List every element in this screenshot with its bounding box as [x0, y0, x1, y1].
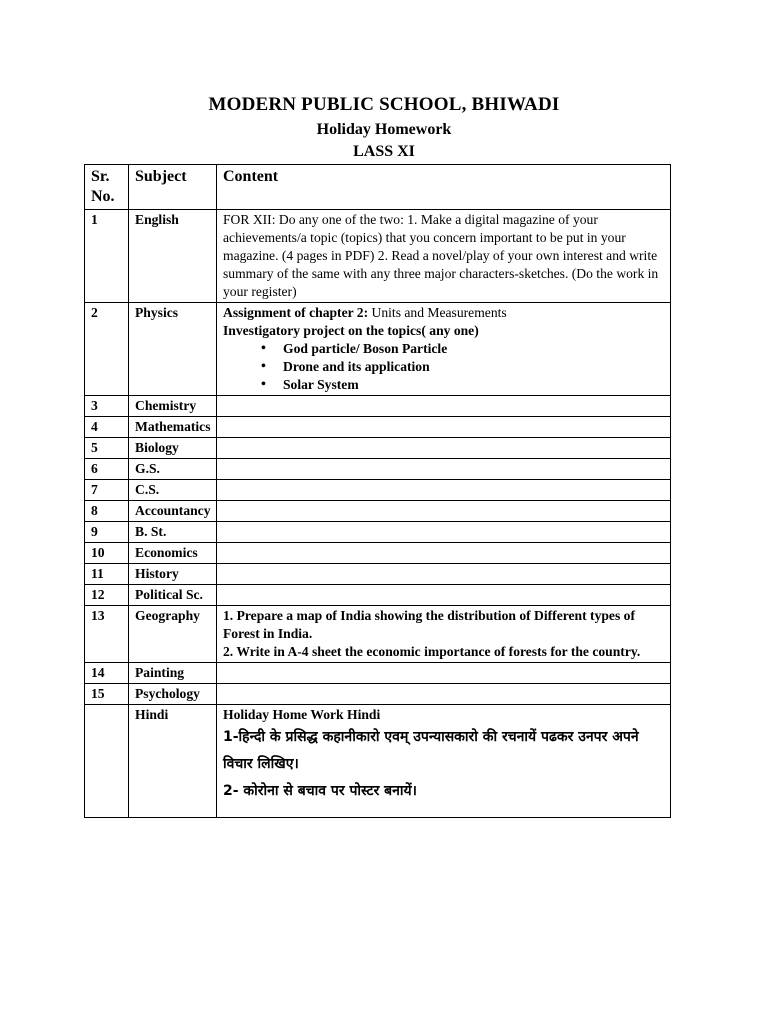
sr-no-cell: 14 [85, 663, 129, 684]
sr-no-cell: 2 [85, 303, 129, 396]
subject-cell: Biology [129, 438, 217, 459]
geography-item-1: 1. Prepare a map of India showing the distribution of Different types of Forest in India. [223, 608, 635, 641]
subject-cell: Painting [129, 663, 217, 684]
sr-no-cell: 11 [85, 564, 129, 585]
header-sr-no: Sr. No. [85, 165, 129, 210]
sr-no-cell: 3 [85, 396, 129, 417]
content-cell [217, 417, 671, 438]
header-content: Content [217, 165, 671, 210]
assignment-line [223, 304, 664, 322]
subject-cell: Hindi [129, 705, 217, 818]
sr-no-cell: 1 [85, 210, 129, 303]
geography-item-2: 2. Write in A-4 sheet the economic importance of forests for the country. [223, 644, 641, 659]
subject-cell: Geography [129, 606, 217, 663]
sr-no-cell: 6 [85, 459, 129, 480]
table-row [85, 522, 671, 543]
content-cell [217, 501, 671, 522]
subject-cell: Accountancy [129, 501, 217, 522]
assignment-label: Assignment of chapter 2: [223, 305, 369, 320]
subject-cell: Political Sc. [129, 585, 217, 606]
content-cell [217, 543, 671, 564]
table-row [85, 543, 671, 564]
table-header-row [85, 165, 671, 210]
sr-no-cell: 5 [85, 438, 129, 459]
hindi-instructions [223, 724, 664, 816]
sr-no-cell: 10 [85, 543, 129, 564]
sr-no-cell: 4 [85, 417, 129, 438]
project-label: Investigatory project on the topics( any one) [223, 323, 479, 338]
content-cell [217, 606, 671, 663]
table-row [85, 585, 671, 606]
table-row [85, 684, 671, 705]
table-row [85, 480, 671, 501]
table-row [85, 438, 671, 459]
content-cell [217, 522, 671, 543]
subject-cell: Psychology [129, 684, 217, 705]
table-row [85, 303, 671, 396]
content-cell [217, 480, 671, 501]
content-cell: FOR XII: Do any one of the two: 1. Make a digital magazine of your achievements/a topic (topics) that you concern important to be put in your magazine. (4 pages in PDF) 2. Read a novel/play of your own interest and write summary of the same with any three major characters-sketches. (Do the work in your register) [217, 210, 671, 303]
subject-cell: Chemistry [129, 396, 217, 417]
hindi-line-1: 1-हिन्दी के प्रसिद्ध कहानीकारो एवम् उपन्यासकारो की रचनायें पढकर उनपर अपने विचार लिखिए। [223, 729, 639, 772]
hindi-heading: Holiday Home Work Hindi [223, 707, 381, 722]
list-item: • Drone and its application [283, 358, 664, 376]
assignment-text: Units and Measurements [368, 305, 507, 320]
subject-cell: Economics [129, 543, 217, 564]
content-cell [217, 303, 671, 396]
table-row [85, 501, 671, 522]
content-cell [217, 438, 671, 459]
document-subtitle: Holiday Homework [316, 121, 452, 138]
table-row [85, 210, 671, 303]
content-cell [217, 564, 671, 585]
header-subject: Subject [129, 165, 217, 210]
sr-no-cell: 9 [85, 522, 129, 543]
table-row [85, 564, 671, 585]
content-cell [217, 396, 671, 417]
school-name: MODERN PUBLIC SCHOOL, BHIWADI [208, 94, 560, 115]
subject-cell: G.S. [129, 459, 217, 480]
table-row [85, 396, 671, 417]
sr-no-cell: 12 [85, 585, 129, 606]
list-item: • Solar System [283, 376, 664, 394]
content-cell [217, 684, 671, 705]
subject-cell: English [129, 210, 217, 303]
topic-list [223, 340, 664, 394]
content-cell [217, 705, 671, 818]
subject-cell: C.S. [129, 480, 217, 501]
subject-cell: Mathematics [129, 417, 217, 438]
content-cell [217, 663, 671, 684]
class-label: LASS XI [353, 143, 415, 160]
table-row [85, 606, 671, 663]
sr-no-cell [85, 705, 129, 818]
sr-no-cell: 15 [85, 684, 129, 705]
content-cell [217, 459, 671, 480]
table-row [85, 459, 671, 480]
subject-cell: B. St. [129, 522, 217, 543]
sr-no-cell: 8 [85, 501, 129, 522]
hindi-line-2: 2- कोरोना से बचाव पर पोस्टर बनायें। [223, 783, 417, 799]
homework-table [84, 164, 671, 818]
list-item: • God particle/ Boson Particle [283, 340, 664, 358]
sr-no-cell: 7 [85, 480, 129, 501]
table-row [85, 663, 671, 684]
table-row [85, 417, 671, 438]
content-cell [217, 585, 671, 606]
subject-cell: Physics [129, 303, 217, 396]
sr-no-cell: 13 [85, 606, 129, 663]
subject-cell: History [129, 564, 217, 585]
table-row [85, 705, 671, 818]
